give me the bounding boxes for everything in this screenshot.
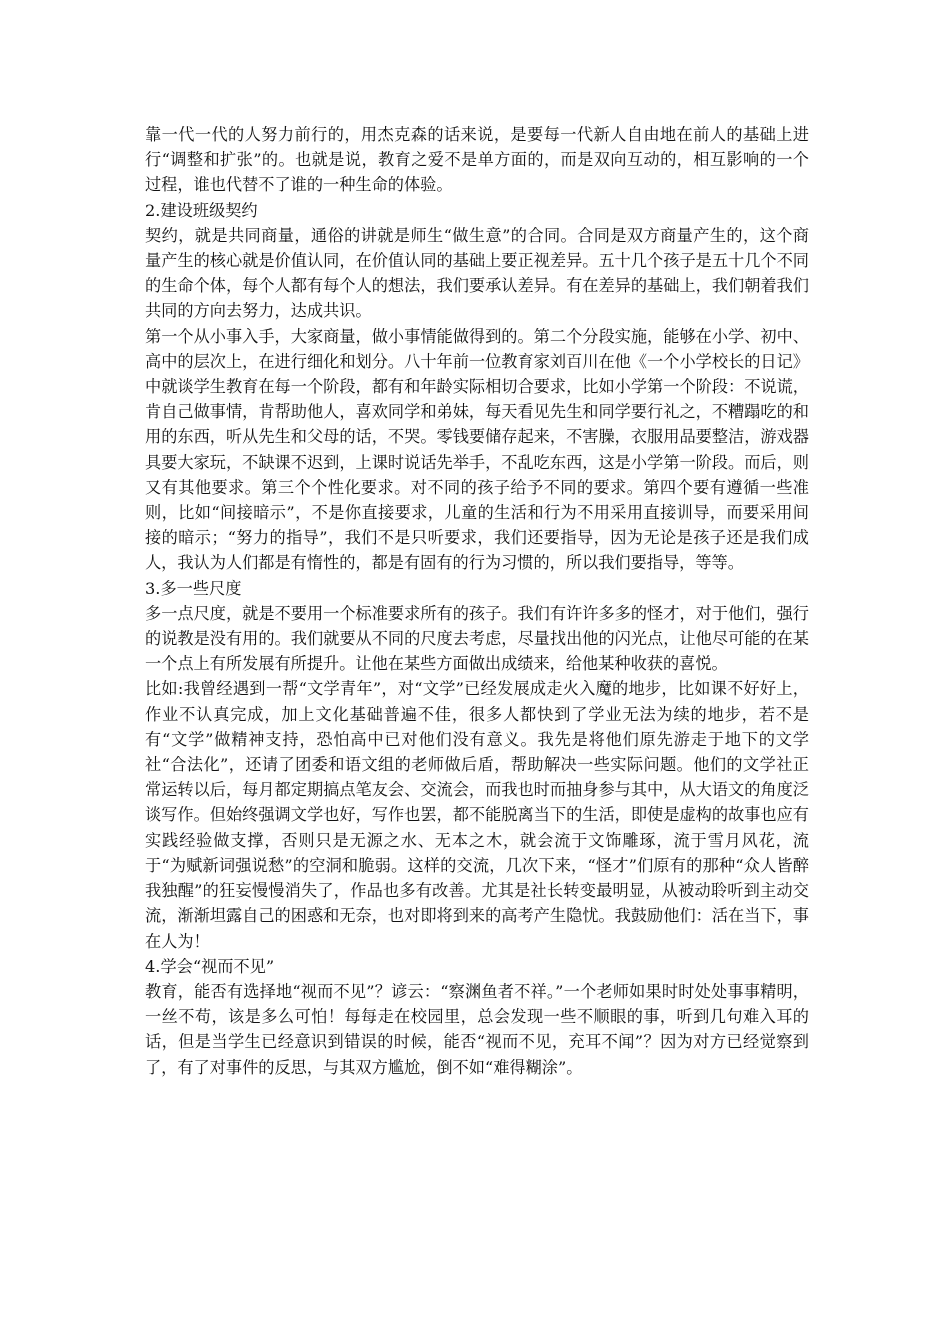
document-page xyxy=(145,122,809,1080)
section-heading-3: 3.多一些尺度 xyxy=(145,578,242,598)
paragraph-contract: 契约，就是共同商量，通俗的讲就是师生“做生意”的合同。合同是双方商量产生的，这个商量产生的核心就是价值认同，在价值认同的基础上要正视差异。五十几个孩子是五十几个不同的生命个体，每个人都有每个人的想法，我们要承认差异。有在差异的基础上，我们朝着我们共同的方向去努力，达成共识。 xyxy=(145,225,809,321)
paragraph-continuation: 靠一代一代的人努力前行的，用杰克森的话来说，是要每一代新人自由地在前人的基础上进行“调整和扩张”的。也就是说，教育之爱不是单方面的，而是双向互动的，相互影响的一个过程，谁也代替不了谁的一种生命的体验。 xyxy=(145,125,809,195)
section-heading-2: 2.建设班级契约 xyxy=(145,200,258,220)
paragraph-steps: 第一个从小事入手，大家商量，做小事情能做得到的。第二个分段实施，能够在小学、初中、高中的层次上，在进行细化和划分。八十年前一位教育家刘百川在他《一个小学校长的日记》中就谈学生教育在每一个阶段，都有和年龄实际相切合要求，比如小学第一个阶段：不说谎，肯自己做事情，肯帮助他人，喜欢同学和弟妹，每天看见先生和同学要行礼之，不糟蹋吃的和用的东西，听从先生和父母的话，不哭。零钱要储存起来，不害臊，衣服用品要整洁，游戏器具要大家玩，不缺课不迟到，上课时说话先举手，不乱吃东西，这是小学第一阶段。而后，则又有其他要求。第三个个性化要求。对不同的孩子给予不同的要求。第四个要有遵循一些准则，比如“间接暗示”，不是你直接要求，儿童的生活和行为不用采用直接训导，而要采用间接的暗示；“努力的指导”，我们不是只听要求，我们还要指导，因为无论是孩子还是我们成人，我认为人们都是有惰性的，都是有固有的行为习惯的，所以我们要指导，等等。 xyxy=(145,326,809,573)
paragraph-ignore: 教育，能否有选择地“视而不见”？谚云：“察渊鱼者不祥。”一个老师如果时时处处事事精明，一丝不苟，该是多么可怕！每每走在校园里，总会发现一些不顺眼的事，听到几句难入耳的话，但是当学生已经意识到错误的时候，能否“视而不见，充耳不闻”？因为对方已经觉察到了，有了对事件的反思，与其双方尴尬，倒不如“难得糊涂”。 xyxy=(145,981,809,1077)
section-heading-4: 4.学会“视而不见” xyxy=(145,956,275,976)
paragraph-example: 比如:我曾经遇到一帮“文学青年”，对“文学”已经发展成走火入魔的地步，比如课不好好上，作业不认真完成，加上文化基础普遍不佳，很多人都快到了学业无法为续的地步，若不是有“文学”做精神支持，恐怕高中已对他们没有意义。我先是将他们原先游走于地下的文学社“合法化”，还请了团委和语文组的老师做后盾，帮助解决一些实际问题。他们的文学社正常运转以后，每月都定期搞点笔友会、交流会，而我也时而抽身参与其中，从大语文的角度泛谈写作。但始终强调文学也好，写作也罢，都不能脱离当下的生活，即使是虚构的故事也应有实践经验做支撑，否则只是无源之水、无本之木，就会流于文饰雕琢，流于雪月风花，流于“为赋新词强说愁”的空洞和脆弱。这样的交流，几次下来，“怪才”们原有的那种“众人皆醉我独醒”的狂妄慢慢消失了，作品也多有改善。尤其是社长转变最明显，从被动聆听到主动交流，渐渐坦露自己的困惑和无奈，也对即将到来的高考产生隐忧。我鼓励他们：活在当下，事在人为！ xyxy=(145,679,809,951)
paragraph-scale: 多一点尺度，就是不要用一个标准要求所有的孩子。我们有许许多多的怪才，对于他们，强行的说教是没有用的。我们就要从不同的尺度去考虑，尽量找出他的闪光点，让他尽可能的在某一个点上有所发展有所提升。让他在某些方面做出成绩来，给他某种收获的喜悦。 xyxy=(145,603,809,674)
